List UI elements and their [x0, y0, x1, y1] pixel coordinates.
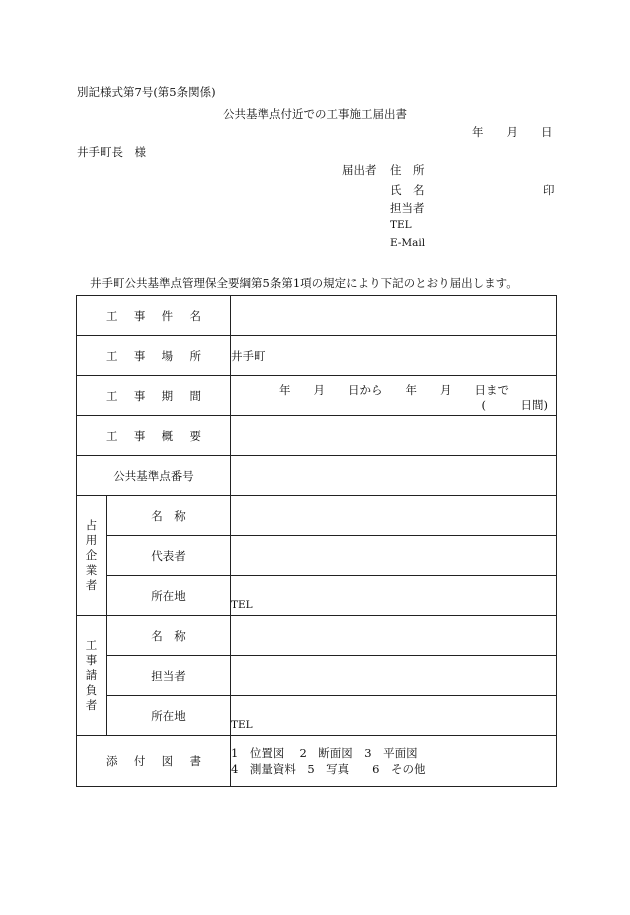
applicant-tel-label: TEL: [390, 219, 412, 231]
table-row: [77, 696, 557, 736]
table-row: [77, 456, 557, 496]
addressee: 井手町長 様: [77, 145, 146, 159]
contractor-address-label: 所在地: [107, 696, 231, 736]
work-summary-label: 工 事 概 要: [77, 416, 231, 456]
table-row: [77, 736, 557, 787]
table-row: [77, 496, 557, 536]
contractor-name-field[interactable]: [231, 616, 557, 656]
contractor-contact-field[interactable]: [231, 656, 557, 696]
seal-mark: 印: [543, 183, 555, 197]
table-row: [77, 576, 557, 616]
table-row: [77, 336, 557, 376]
work-location-label: 工 事 場 所: [77, 336, 231, 376]
contractor-name-label: 名 称: [107, 616, 231, 656]
notification-table: [76, 295, 557, 787]
applicant-label: 届出者: [342, 163, 377, 177]
work-name-field[interactable]: [231, 296, 557, 336]
attachments-line-1: 1 位置図 2 断面図 3 平面図: [231, 746, 418, 760]
work-period-days: ( 日間): [481, 398, 548, 412]
attachments-label: 添 付 図 書: [77, 736, 231, 787]
work-summary-field[interactable]: [231, 416, 557, 456]
table-row: [77, 376, 557, 416]
table-row: [77, 656, 557, 696]
attachments-list: [231, 736, 557, 787]
work-location-field[interactable]: 井手町: [231, 336, 557, 376]
applicant-contact-label: 担当者: [390, 201, 425, 215]
contractor-address-field[interactable]: [231, 696, 557, 736]
contractor-group-label: 工 事 請 負 者: [77, 616, 107, 736]
table-row: [77, 616, 557, 656]
applicant-name-label: 氏 名: [390, 183, 425, 197]
benchmark-number-field[interactable]: [231, 456, 557, 496]
contractor-tel-label: TEL: [231, 718, 253, 731]
occupant-name-field[interactable]: [231, 496, 557, 536]
work-name-label: 工 事 件 名: [77, 296, 231, 336]
occupant-address-label: 所在地: [107, 576, 231, 616]
form-number: 別記様式第7号(第5条関係): [77, 85, 216, 99]
occupant-rep-label: 代表者: [107, 536, 231, 576]
occupant-name-label: 名 称: [107, 496, 231, 536]
applicant-address-label: 住 所: [390, 163, 425, 177]
table-row: [77, 536, 557, 576]
benchmark-number-label: 公共基準点番号: [77, 456, 231, 496]
work-period-field[interactable]: [231, 376, 557, 416]
document-title: 公共基準点付近での工事施工届出書: [223, 107, 407, 121]
occupant-group-label: 占 用 企 業 者: [77, 496, 107, 616]
attachments-line-2: 4 測量資料 5 写真 6 その他: [231, 762, 426, 776]
occupant-address-field[interactable]: [231, 576, 557, 616]
table-row: [77, 416, 557, 456]
table-row: [77, 296, 557, 336]
work-period-range: 年 月 日から 年 月 日まで: [279, 383, 509, 397]
statement-text: 井手町公共基準点管理保全要綱第5条第1項の規定により下記のとおり届出します。: [90, 276, 518, 290]
occupant-rep-field[interactable]: [231, 536, 557, 576]
work-period-label: 工 事 期 間: [77, 376, 231, 416]
submission-date: 年 月 日: [472, 125, 553, 139]
applicant-email-label: E-Mail: [390, 237, 426, 249]
contractor-contact-label: 担当者: [107, 656, 231, 696]
occupant-tel-label: TEL: [231, 598, 253, 611]
